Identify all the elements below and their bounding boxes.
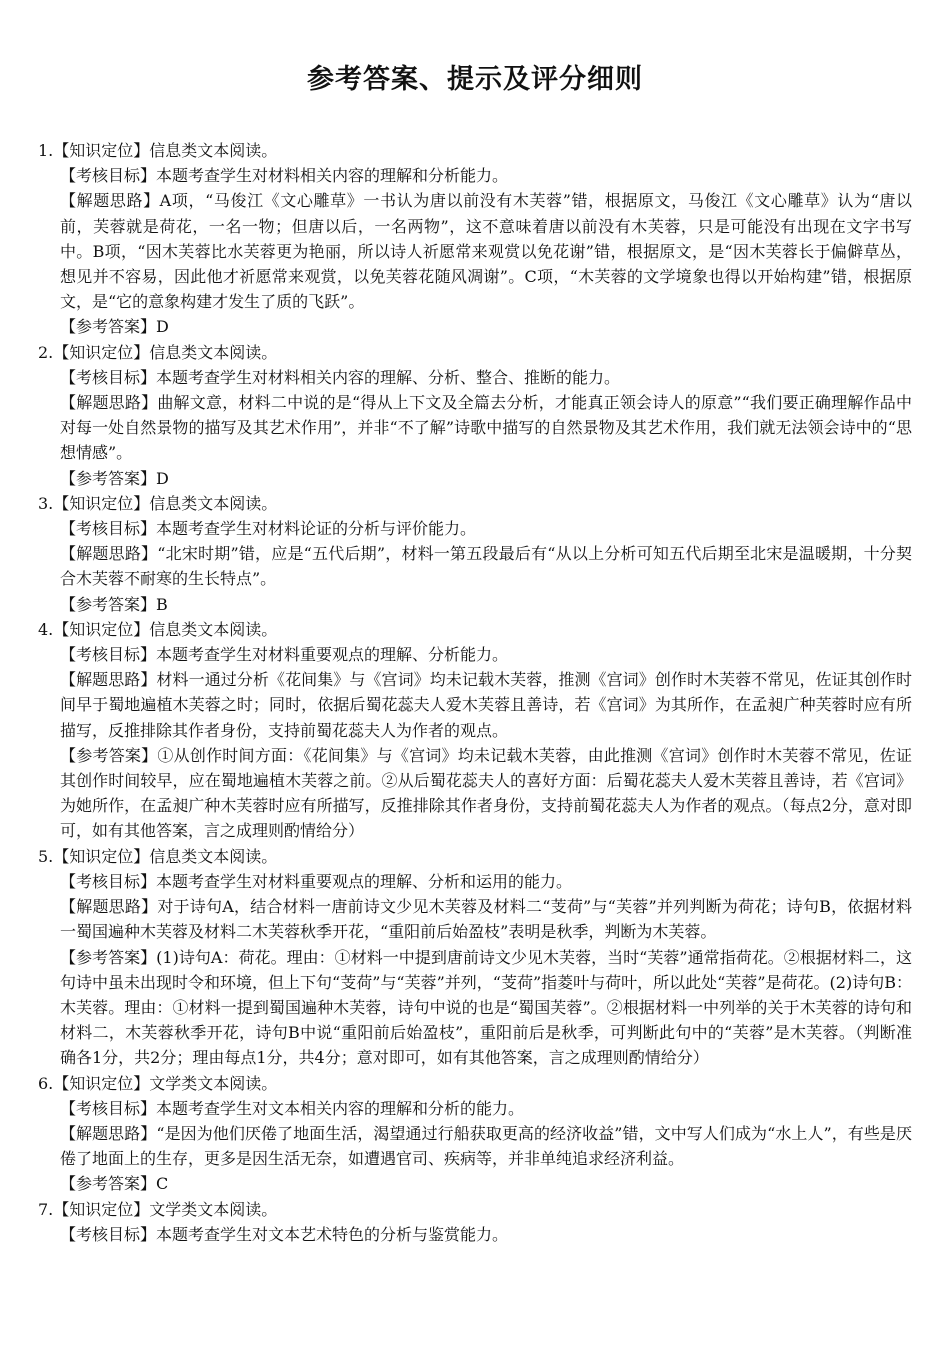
question-number: 2. (38, 342, 54, 362)
question-4-answer: 【参考答案】①从创作时间方面：《花间集》与《宫词》均未记载木芙蓉，由此推测《宫词》创作时木芙蓉不常见，佐证其创作时间较早，应在蜀地遍植木芙蓉之前。②从后蜀花蕊夫人的喜好方面：后蜀花蕊夫人爱木芙蓉且善诗，若《宫词》为她所作，在孟昶广种木芙蓉时应有所描写，反推排除其作者身份，支持前蜀花蕊夫人为作者的观点。（每点2分，意对即可，如有其他答案，言之成理则酌情给分） (60, 745, 912, 841)
question-6-analysis: 【解题思路】“是因为他们厌倦了地面生活，渴望通过行船获取更高的经济收益”错，文中写人们成为“水上人”，有些是厌倦了地面上的生存，更多是因生活无奈，如遭遇官司、疾病等，并非单纯追求经济利益。 (60, 1123, 912, 1169)
question-3-knowledge (38, 491, 912, 516)
question-4-goal: 【考核目标】本题考查学生对材料重要观点的理解、分析能力。 (60, 645, 509, 665)
question-5-knowledge (38, 844, 912, 869)
question-6-goal: 【考核目标】本题考查学生对文本相关内容的理解和分析的能力。 (60, 1098, 525, 1118)
question-1-answer: 【参考答案】D (60, 317, 169, 337)
question-1-goal: 【考核目标】本题考查学生对材料相关内容的理解和分析能力。 (60, 166, 509, 186)
knowledge-text: 【知识定位】信息类文本阅读。 (53, 342, 278, 362)
question-3-answer: 【参考答案】B (60, 594, 168, 614)
question-3-goal: 【考核目标】本题考查学生对材料论证的分析与评价能力。 (60, 519, 477, 539)
question-7 (38, 1197, 912, 1247)
question-4-analysis: 【解题思路】材料一通过分析《花间集》与《宫词》均未记载木芙蓉，推测《宫词》创作时木芙蓉不常见，佐证其创作时间早于蜀地遍植木芙蓉之时；同时，依据后蜀花蕊夫人爱木芙蓉且善诗，若《宫词》为其所作，在孟昶广种芙蓉时应有所描写，反推排除其作者身份，支持前蜀花蕊夫人为作者的观点。 (60, 670, 912, 740)
question-number: 6. (38, 1073, 54, 1093)
question-1-analysis: 【解题思路】A项，“马俊江《文心雕草》一书认为唐以前没有木芙蓉”错，根据原文，马俊江《文心雕草》认为“唐以前，芙蓉就是荷花，一名一物；但唐以后，一名两物”，这不意味着唐以前没有木芙蓉，只是可能没有出现在文字书写中。B项，“因木芙蓉比水芙蓉更为艳丽，所以诗人祈愿常来观赏以免花谢”错，根据原文，是“因木芙蓉长于偏僻草丛，想见并不容易，因此他才祈愿常来观赏，以免芙蓉花随风凋谢”。C项，“木芙蓉的文学境象也得以开始构建”错，根据原文，是“它的意象构建才发生了质的飞跃”。 (60, 191, 912, 312)
question-4 (38, 617, 912, 844)
question-number: 1. (38, 141, 54, 160)
question-3 (38, 491, 912, 617)
question-1-knowledge (38, 138, 912, 163)
question-6-knowledge (38, 1071, 912, 1096)
question-number: 5. (38, 846, 54, 866)
knowledge-text: 【知识定位】信息类文本阅读。 (53, 846, 278, 866)
question-5-goal: 【考核目标】本题考查学生对材料重要观点的理解、分析和运用的能力。 (60, 871, 573, 891)
knowledge-text: 【知识定位】信息类文本阅读。 (53, 493, 278, 513)
knowledge-text: 【知识定位】文学类文本阅读。 (53, 1199, 278, 1219)
question-6-answer: 【参考答案】C (60, 1174, 169, 1194)
knowledge-text: 【知识定位】文学类文本阅读。 (53, 1073, 278, 1093)
knowledge-text: 【知识定位】信息类文本阅读。 (53, 619, 278, 639)
question-number: 4. (38, 619, 54, 639)
question-5-answer: 【参考答案】(1)诗句A：荷花。理由：①材料一中提到唐前诗文少见木芙蓉，当时“芙蓉”通常指荷花。②根据材料二，这句诗中虽未出现时令和环境，但上下句“芰荷”与“芙蓉”并列，“芰荷”指菱叶与荷叶，所以此处“芙蓉”是荷花。(2)诗句B：木芙蓉。理由：①材料一提到蜀国遍种木芙蓉，诗句中说的也是“蜀国芙蓉”。②根据材料一中列举的关于木芙蓉的诗句和材料二，木芙蓉秋季开花，诗句B中说“重阳前后始盈枝”，重阳前后是秋季，可判断此句中的“芙蓉”是木芙蓉。（判断准确各1分，共2分；理由每点1分，共4分；意对即可，如有其他答案，言之成理则酌情给分） (60, 947, 912, 1068)
question-2-knowledge (38, 340, 912, 365)
question-6 (38, 1071, 912, 1197)
question-1 (38, 138, 912, 340)
question-number: 3. (38, 493, 54, 513)
question-2-goal: 【考核目标】本题考查学生对材料相关内容的理解、分析、整合、推断的能力。 (60, 367, 621, 387)
question-3-analysis: 【解题思路】“北宋时期”错，应是“五代后期”，材料一第五段最后有“从以上分析可知五代后期至北宋是温暖期，十分契合木芙蓉不耐寒的生长特点”。 (60, 544, 912, 589)
question-2-answer: 【参考答案】D (60, 468, 169, 488)
page-title: 参考答案、提示及评分细则 (307, 64, 643, 95)
question-4-knowledge (38, 617, 912, 642)
question-5-analysis: 【解题思路】对于诗句A，结合材料一唐前诗文少见木芙蓉及材料二“芰荷”与“芙蓉”并列判断为荷花；诗句B，依据材料一蜀国遍种木芙蓉及材料二木芙蓉秋季开花，“重阳前后始盈枝”表明是秋季，判断为木芙蓉。 (60, 897, 912, 942)
question-2-analysis: 【解题思路】曲解文意，材料二中说的是“得从上下文及全篇去分析，才能真正领会诗人的原意”“我们要正确理解作品中对每一处自然景物的描写及其艺术作用”，并非“不了解”诗歌中描写的自然景物及其艺术作用，我们就无法领会诗中的“思想情感”。 (60, 393, 912, 463)
question-2 (38, 340, 912, 491)
question-number: 7. (38, 1199, 54, 1219)
knowledge-text: 【知识定位】信息类文本阅读。 (53, 141, 278, 160)
question-7-goal: 【考核目标】本题考查学生对文本艺术特色的分析与鉴赏能力。 (60, 1224, 509, 1244)
question-5 (38, 844, 912, 1071)
question-7-knowledge (38, 1197, 912, 1222)
